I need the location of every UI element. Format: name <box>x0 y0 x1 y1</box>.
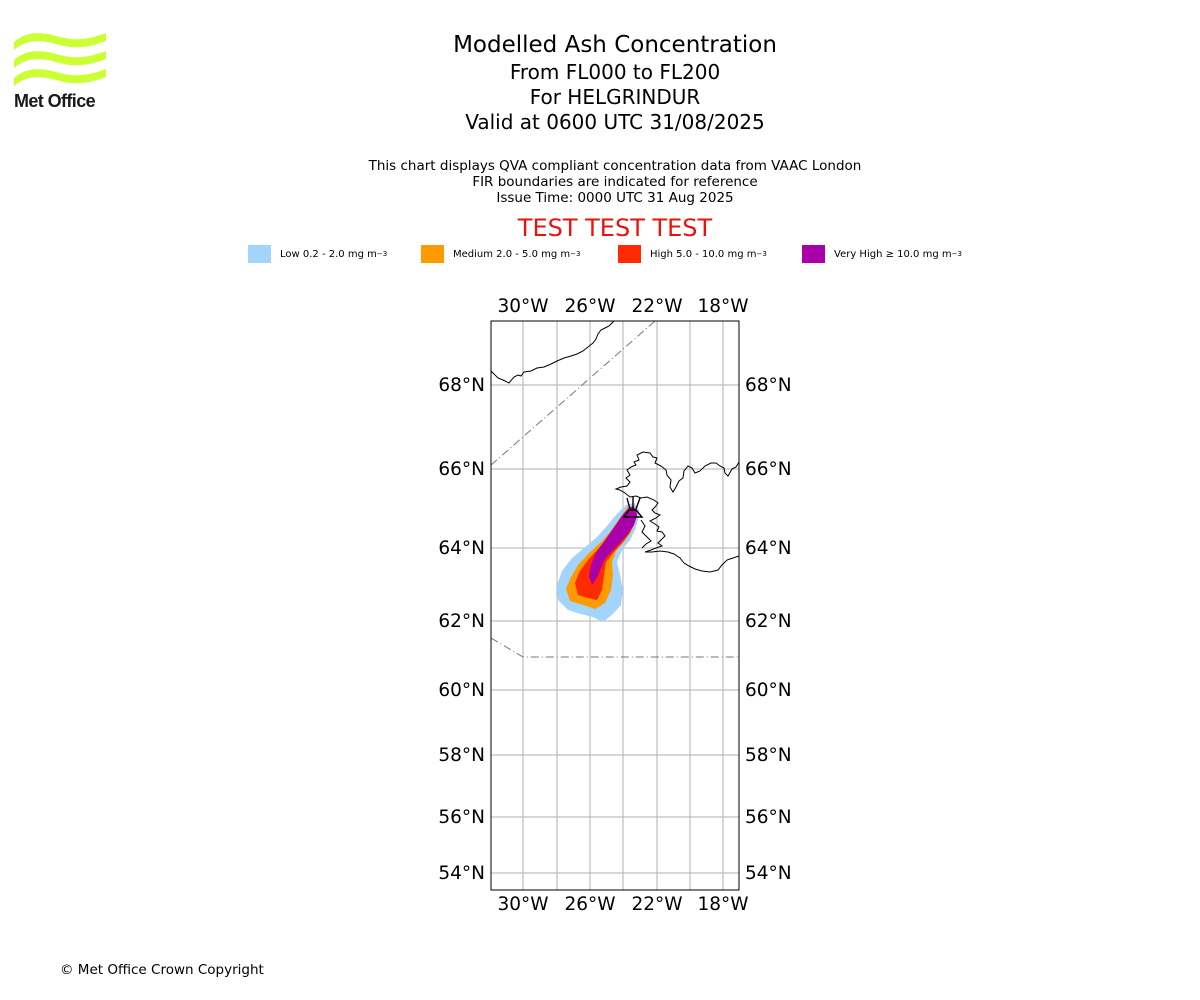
valid-time-title: Valid at 0600 UTC 31/08/2025 <box>465 110 765 134</box>
lat-label-right-54n: 54°N <box>745 863 792 884</box>
iceland-south-coastline <box>645 551 739 572</box>
fir-boundary-north <box>491 321 655 465</box>
legend-unit-sup-high: −3 <box>756 250 767 258</box>
lat-label-left-64n: 64°N <box>438 538 485 559</box>
subtitle-line-1: This chart displays QVA compliant concentration data from VAAC London <box>368 158 862 174</box>
lat-label-right-64n: 64°N <box>745 538 792 559</box>
lon-label-top-30w: 30°W <box>497 296 549 317</box>
lon-label-bottom-30w: 30°W <box>497 894 549 915</box>
legend-unit-sup-low: −3 <box>376 250 388 258</box>
lat-label-left-56n: 56°N <box>438 807 485 828</box>
legend-unit-sup-medium: −3 <box>570 250 581 258</box>
lat-label-right-60n: 60°N <box>745 680 792 701</box>
lat-label-right-56n: 56°N <box>745 807 792 828</box>
volcano-title: For HELGRINDUR <box>529 85 701 109</box>
logo-text: Met Office <box>14 91 96 111</box>
legend-label-very-high: Very High ≥ 10.0 mg m <box>834 248 952 260</box>
subtitle-line-3: Issue Time: 0000 UTC 31 Aug 2025 <box>496 190 734 206</box>
test-banner: TEST TEST TEST <box>517 214 713 242</box>
lat-label-right-68n: 68°N <box>745 375 792 396</box>
legend-unit-sup-very-high: −3 <box>951 250 962 258</box>
lon-label-bottom-18w: 18°W <box>697 894 749 915</box>
lat-label-left-58n: 58°N <box>438 745 485 766</box>
lat-label-right-66n: 66°N <box>745 459 792 480</box>
lat-label-left-60n: 60°N <box>438 680 485 701</box>
iceland-coastline <box>616 452 739 552</box>
legend-label-high: High 5.0 - 10.0 mg m <box>650 248 757 260</box>
flight-level-title: From FL000 to FL200 <box>509 60 721 84</box>
lat-label-left-66n: 66°N <box>438 459 485 480</box>
main-title: Modelled Ash Concentration <box>453 32 777 58</box>
lon-label-top-18w: 18°W <box>697 296 749 317</box>
copyright-notice: © Met Office Crown Copyright <box>60 962 264 978</box>
legend-label-low: Low 0.2 - 2.0 mg m <box>280 248 377 260</box>
lon-label-top-22w: 22°W <box>631 296 683 317</box>
lon-label-bottom-22w: 22°W <box>631 894 683 915</box>
subtitle-line-2: FIR boundaries are indicated for reference <box>472 174 758 190</box>
legend-label-medium: Medium 2.0 - 5.0 mg m <box>453 248 571 260</box>
fir-boundary-south <box>491 638 739 657</box>
lat-label-right-62n: 62°N <box>745 611 792 632</box>
lat-label-left-62n: 62°N <box>438 611 485 632</box>
lat-label-right-58n: 58°N <box>745 745 792 766</box>
lat-label-left-68n: 68°N <box>438 375 485 396</box>
lat-label-left-54n: 54°N <box>438 863 485 884</box>
lon-label-top-26w: 26°W <box>564 296 616 317</box>
lon-label-bottom-26w: 26°W <box>564 894 616 915</box>
reykjanes-peninsula <box>641 520 651 548</box>
